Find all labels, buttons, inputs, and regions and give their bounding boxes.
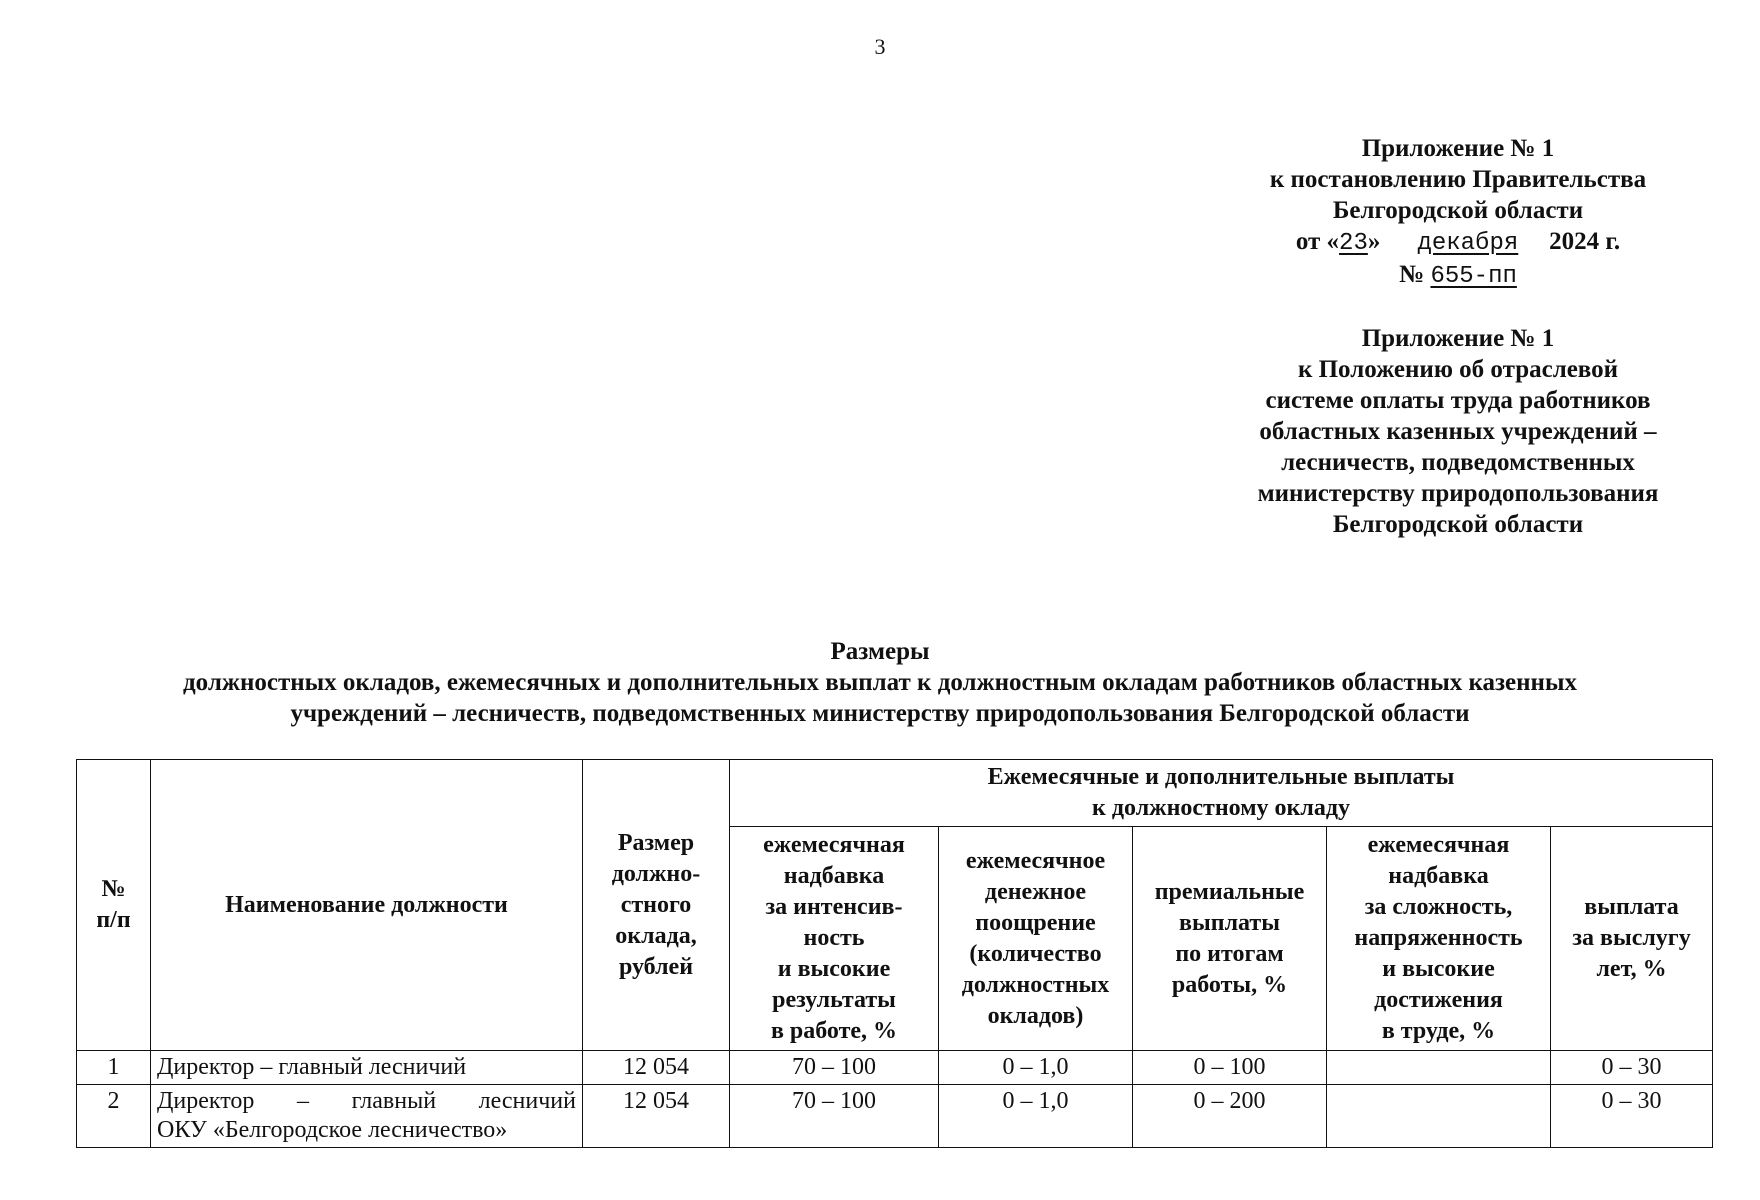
number-prefix: № [1399, 261, 1431, 288]
table-title-line: должностных окладов, ежемесячных и дополнительных выплат к должностным окладам работников областных казенных [183, 669, 1577, 696]
appendix-regulation [1208, 323, 1708, 540]
table-title-line: учреждений – лесничеств, подведомственных министерству природопользования Белгородской области [290, 700, 1470, 727]
date-year: 2024 г. [1549, 228, 1621, 255]
cell-intensity: 70 – 100 [730, 1051, 939, 1085]
cell-encouragement: 0 – 1,0 [939, 1051, 1133, 1085]
cell-complexity [1327, 1051, 1551, 1085]
date-month: декабря [1417, 230, 1519, 257]
appendix-line: Приложение № 1 [1361, 325, 1555, 352]
cell-complexity [1327, 1085, 1551, 1148]
cell-intensity: 70 – 100 [730, 1085, 939, 1148]
appendix-line: областных казенных учреждений – [1259, 418, 1657, 445]
cell-bonus: 0 – 200 [1133, 1085, 1327, 1148]
appendix-line: к Положению об отраслевой [1297, 356, 1619, 383]
header-position: Наименование должности [151, 760, 583, 1051]
cell-seniority: 0 – 30 [1551, 1051, 1713, 1085]
appendix-line: Белгородской области [1332, 197, 1584, 224]
cell-salary: 12 054 [583, 1051, 730, 1085]
document-number: 655-пп [1430, 263, 1517, 290]
page-number: 3 [874, 34, 886, 59]
cell-position: Директор – главный лесничий ОКУ «Белгородское лесничество» [151, 1085, 583, 1148]
header-seniority: выплата за выслугу лет, % [1551, 827, 1713, 1051]
cell-bonus: 0 – 100 [1133, 1051, 1327, 1085]
header-salary: Размер должно- стного оклада, рублей [583, 760, 730, 1051]
date-prefix: от « [1295, 228, 1340, 255]
salary-table [76, 759, 1713, 1148]
cell-num: 1 [77, 1051, 151, 1085]
date-mid: » [1367, 228, 1381, 255]
cell-salary: 12 054 [583, 1085, 730, 1148]
appendix-line: Белгородской области [1332, 511, 1584, 538]
header-complexity: ежемесячная надбавка за сложность, напряженность и высокие достижения в труде, % [1327, 827, 1551, 1051]
header-encouragement: ежемесячное денежное поощрение (количество должностных окладов) [939, 827, 1133, 1051]
appendix-date-line [1208, 226, 1708, 259]
cell-num: 2 [77, 1085, 151, 1148]
date-day: 23 [1339, 230, 1368, 257]
table-row [77, 1085, 1713, 1148]
cell-seniority: 0 – 30 [1551, 1085, 1713, 1148]
table-title [0, 636, 1760, 729]
appendix-line: лесничеств, подведомственных [1281, 449, 1635, 476]
cell-encouragement: 0 – 1,0 [939, 1085, 1133, 1148]
table-row [77, 1051, 1713, 1085]
header-bonus: премиальные выплаты по итогам работы, % [1133, 827, 1327, 1051]
appendix-line: системе оплаты труда работников [1265, 387, 1651, 414]
header-payments-group: Ежемесячные и дополнительные выплаты к должностному окладу [730, 760, 1713, 827]
header-num: № п/п [77, 760, 151, 1051]
appendix-resolution [1208, 133, 1708, 292]
table-title-heading: Размеры [830, 638, 930, 665]
cell-position: Директор – главный лесничий [151, 1051, 583, 1085]
appendix-line: министерству природопользования [1257, 480, 1659, 507]
appendix-line: Приложение № 1 [1361, 135, 1555, 162]
appendix-line: к постановлению Правительства [1269, 166, 1647, 193]
appendix-number-line [1208, 259, 1708, 292]
header-intensity: ежемесячная надбавка за интенсив- ность и высокие результаты в работе, % [730, 827, 939, 1051]
